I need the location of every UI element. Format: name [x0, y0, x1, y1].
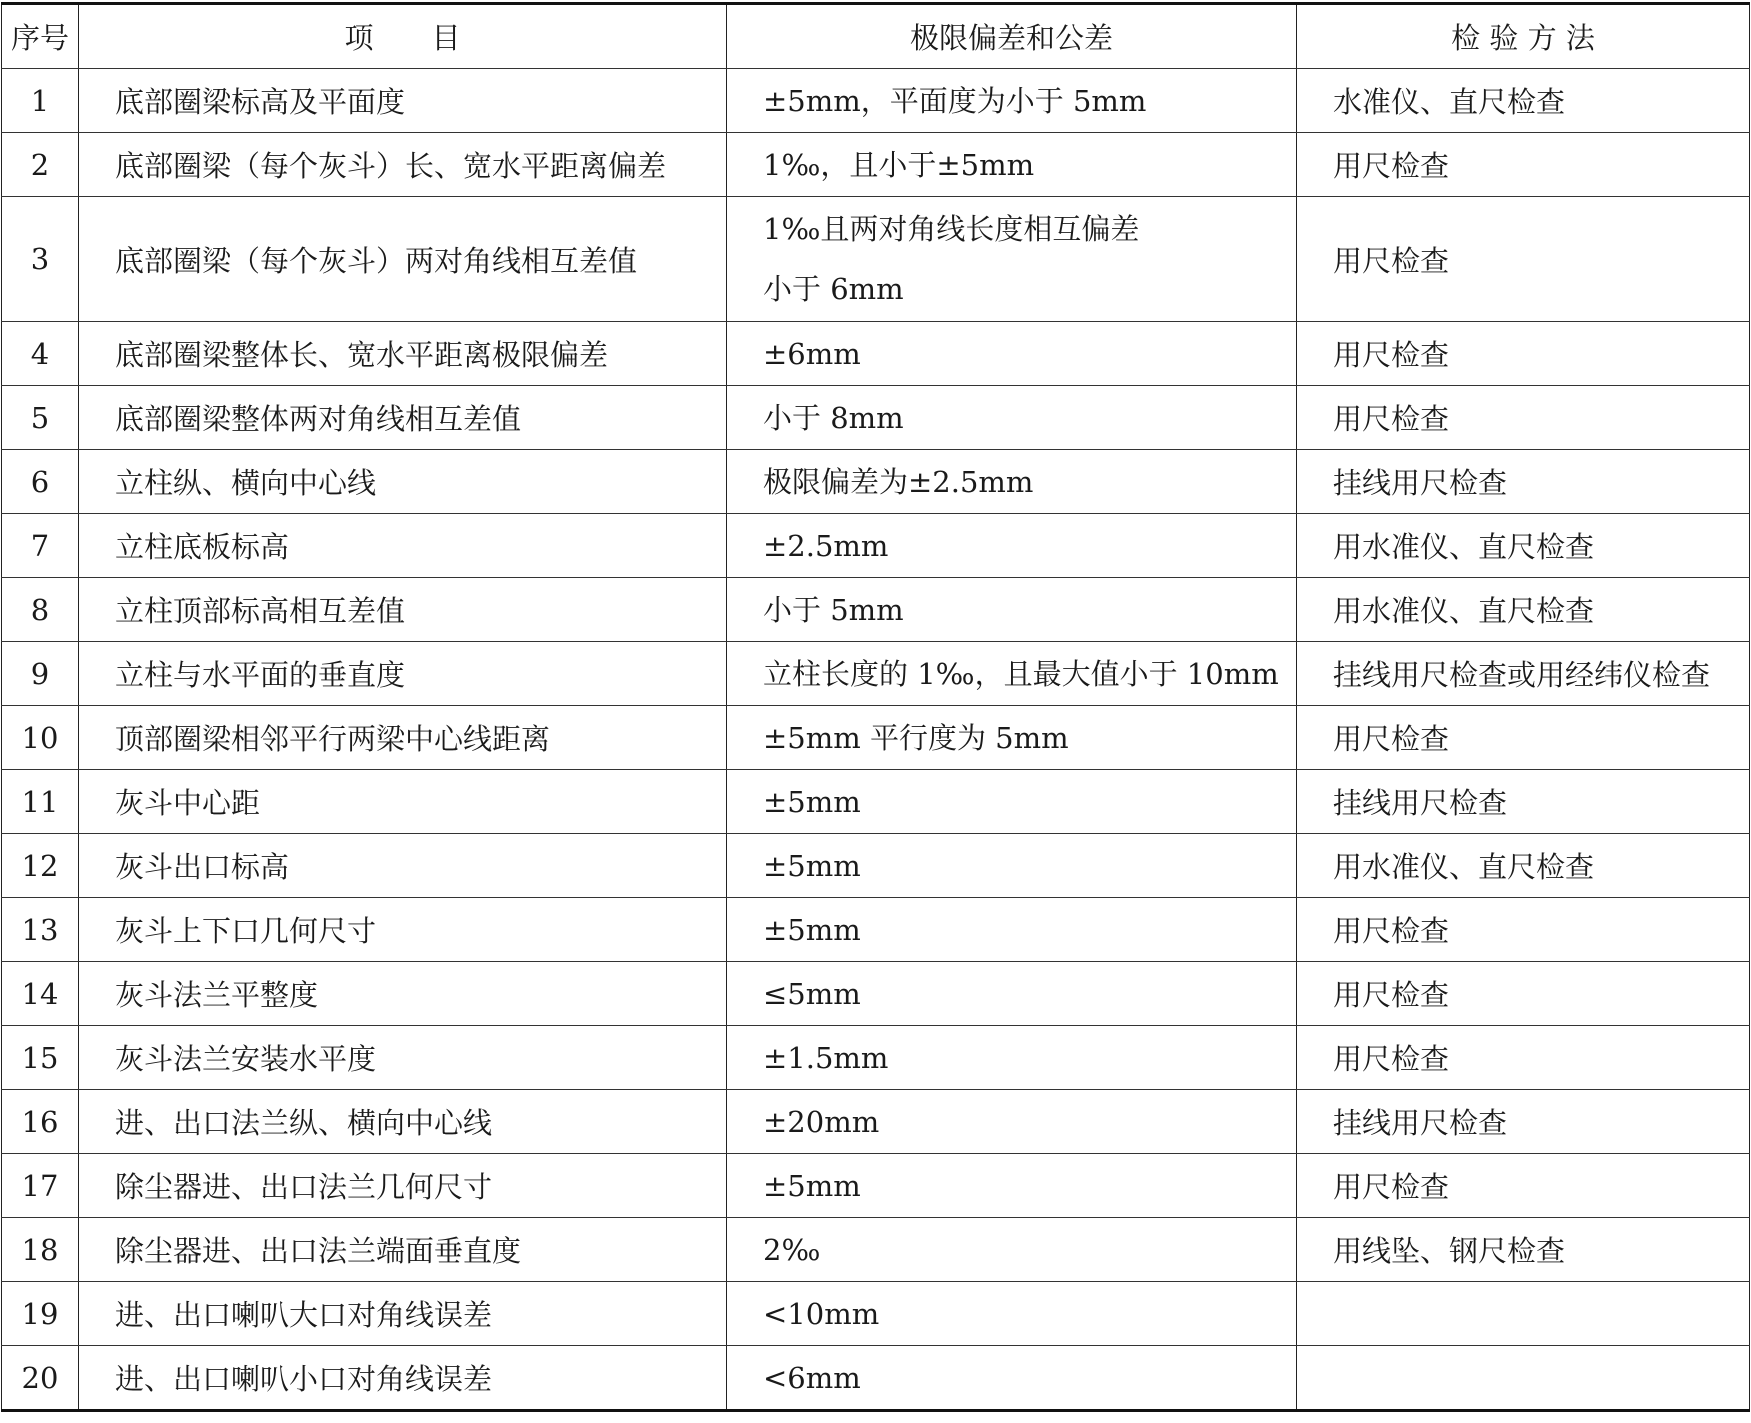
row-number: 20	[2, 1346, 79, 1411]
row-method: 挂线用尺检查	[1297, 770, 1750, 834]
row-tolerance	[727, 1154, 1297, 1218]
row-item: 灰斗上下口几何尺寸	[79, 898, 727, 962]
row-item: 顶部圈梁相邻平行两梁中心线距离	[79, 706, 727, 770]
row-method: 用尺检查	[1297, 898, 1750, 962]
row-tolerance	[727, 642, 1297, 706]
table-row	[2, 133, 1750, 197]
table-row	[2, 386, 1750, 450]
row-item: 灰斗法兰平整度	[79, 962, 727, 1026]
row-method	[1297, 1346, 1750, 1411]
tolerance-line: 立柱长度的 1‰，且最大值小于 10mm	[763, 656, 1279, 691]
table-row	[2, 514, 1750, 578]
row-number: 19	[2, 1282, 79, 1346]
row-method: 水准仪、直尺检查	[1297, 69, 1750, 133]
table-row	[2, 770, 1750, 834]
row-number: 10	[2, 706, 79, 770]
header-tolerance: 极限偏差和公差	[727, 4, 1297, 69]
row-method: 用尺检查	[1297, 386, 1750, 450]
row-number: 9	[2, 642, 79, 706]
row-method: 用线坠、钢尺检查	[1297, 1218, 1750, 1282]
tolerance-line: ±5mm	[763, 912, 861, 947]
row-item: 立柱与水平面的垂直度	[79, 642, 727, 706]
row-item: 底部圈梁（每个灰斗）两对角线相互差值	[79, 197, 727, 322]
table-row	[2, 642, 1750, 706]
row-item: 立柱纵、横向中心线	[79, 450, 727, 514]
tolerance-line: 小于 8mm	[763, 400, 904, 435]
tolerance-line: 1‰且两对角线长度相互偏差	[763, 212, 1140, 246]
header-item: 项 目	[79, 4, 727, 69]
row-item: 进、出口喇叭大口对角线误差	[79, 1282, 727, 1346]
row-item: 灰斗中心距	[79, 770, 727, 834]
table-row	[2, 1218, 1750, 1282]
row-item: 灰斗出口标高	[79, 834, 727, 898]
table-row	[2, 1154, 1750, 1218]
table-row	[2, 1090, 1750, 1154]
tolerance-line: ≤5mm	[763, 976, 861, 1011]
row-tolerance	[727, 322, 1297, 386]
row-tolerance	[727, 962, 1297, 1026]
row-tolerance	[727, 1218, 1297, 1282]
row-number: 13	[2, 898, 79, 962]
row-item: 底部圈梁（每个灰斗）长、宽水平距离偏差	[79, 133, 727, 197]
table-row	[2, 578, 1750, 642]
row-method: 用尺检查	[1297, 197, 1750, 322]
row-number: 6	[2, 450, 79, 514]
row-number: 17	[2, 1154, 79, 1218]
row-method: 用尺检查	[1297, 133, 1750, 197]
row-method: 用尺检查	[1297, 1026, 1750, 1090]
tolerance-line: 极限偏差为±2.5mm	[763, 464, 1034, 499]
table-row	[2, 322, 1750, 386]
table-row	[2, 898, 1750, 962]
row-number: 1	[2, 69, 79, 133]
row-number: 15	[2, 1026, 79, 1090]
row-item: 底部圈梁整体长、宽水平距离极限偏差	[79, 322, 727, 386]
header-no: 序号	[2, 4, 79, 69]
row-item: 进、出口喇叭小口对角线误差	[79, 1346, 727, 1411]
row-tolerance	[727, 1282, 1297, 1346]
row-tolerance	[727, 386, 1297, 450]
row-tolerance	[727, 514, 1297, 578]
row-method: 用尺检查	[1297, 1154, 1750, 1218]
table-row	[2, 834, 1750, 898]
header-row	[2, 4, 1750, 69]
row-method: 用水准仪、直尺检查	[1297, 578, 1750, 642]
row-tolerance	[727, 578, 1297, 642]
row-tolerance	[727, 197, 1297, 322]
row-item: 进、出口法兰纵、横向中心线	[79, 1090, 727, 1154]
row-number: 3	[2, 197, 79, 322]
row-number: 5	[2, 386, 79, 450]
row-method: 用水准仪、直尺检查	[1297, 834, 1750, 898]
row-number: 16	[2, 1090, 79, 1154]
row-number: 8	[2, 578, 79, 642]
table-row	[2, 69, 1750, 133]
row-method: 挂线用尺检查或用经纬仪检查	[1297, 642, 1750, 706]
row-tolerance	[727, 770, 1297, 834]
row-tolerance	[727, 450, 1297, 514]
row-tolerance	[727, 898, 1297, 962]
row-item: 立柱顶部标高相互差值	[79, 578, 727, 642]
row-method: 挂线用尺检查	[1297, 1090, 1750, 1154]
row-tolerance	[727, 834, 1297, 898]
tolerance-line: ±6mm	[763, 336, 861, 371]
table-row	[2, 1346, 1750, 1411]
row-method: 用尺检查	[1297, 706, 1750, 770]
tolerance-line: 小于 5mm	[763, 592, 904, 627]
table-row	[2, 197, 1750, 322]
tolerance-line: ±1.5mm	[763, 1040, 889, 1075]
row-number: 14	[2, 962, 79, 1026]
table-row	[2, 1026, 1750, 1090]
tolerance-line: 小于 6mm	[763, 272, 904, 306]
row-tolerance	[727, 706, 1297, 770]
tolerance-line: ±5mm	[763, 784, 861, 819]
row-number: 11	[2, 770, 79, 834]
tolerance-table	[1, 2, 1750, 1412]
tolerance-line: <10mm	[763, 1296, 880, 1331]
tolerance-line: 1‰，且小于±5mm	[763, 147, 1035, 182]
tolerance-line: ±5mm	[763, 1168, 861, 1203]
row-method: 用尺检查	[1297, 962, 1750, 1026]
row-item: 立柱底板标高	[79, 514, 727, 578]
table-body	[2, 69, 1750, 1411]
tolerance-line: 2‰	[763, 1232, 821, 1267]
row-item: 底部圈梁标高及平面度	[79, 69, 727, 133]
table-row	[2, 1282, 1750, 1346]
header-method: 检 验 方 法	[1297, 4, 1750, 69]
row-item: 除尘器进、出口法兰端面垂直度	[79, 1218, 727, 1282]
tolerance-line: ±2.5mm	[763, 528, 889, 563]
table-row	[2, 706, 1750, 770]
row-tolerance	[727, 1346, 1297, 1411]
row-tolerance	[727, 69, 1297, 133]
row-item: 除尘器进、出口法兰几何尺寸	[79, 1154, 727, 1218]
table-header	[2, 4, 1750, 69]
table-row	[2, 450, 1750, 514]
tolerance-line: ±20mm	[763, 1104, 880, 1139]
row-item: 灰斗法兰安装水平度	[79, 1026, 727, 1090]
row-number: 4	[2, 322, 79, 386]
tolerance-line: ±5mm，平面度为小于 5mm	[763, 83, 1147, 118]
table-row	[2, 962, 1750, 1026]
row-method	[1297, 1282, 1750, 1346]
row-method: 挂线用尺检查	[1297, 450, 1750, 514]
row-number: 7	[2, 514, 79, 578]
tolerance-line: ±5mm 平行度为 5mm	[763, 720, 1069, 755]
tolerance-line: ±5mm	[763, 848, 861, 883]
row-item: 底部圈梁整体两对角线相互差值	[79, 386, 727, 450]
row-tolerance	[727, 1090, 1297, 1154]
row-number: 12	[2, 834, 79, 898]
row-method: 用尺检查	[1297, 322, 1750, 386]
row-number: 18	[2, 1218, 79, 1282]
row-method: 用水准仪、直尺检查	[1297, 514, 1750, 578]
row-tolerance	[727, 133, 1297, 197]
row-tolerance	[727, 1026, 1297, 1090]
row-number: 2	[2, 133, 79, 197]
tolerance-line: <6mm	[763, 1360, 861, 1395]
